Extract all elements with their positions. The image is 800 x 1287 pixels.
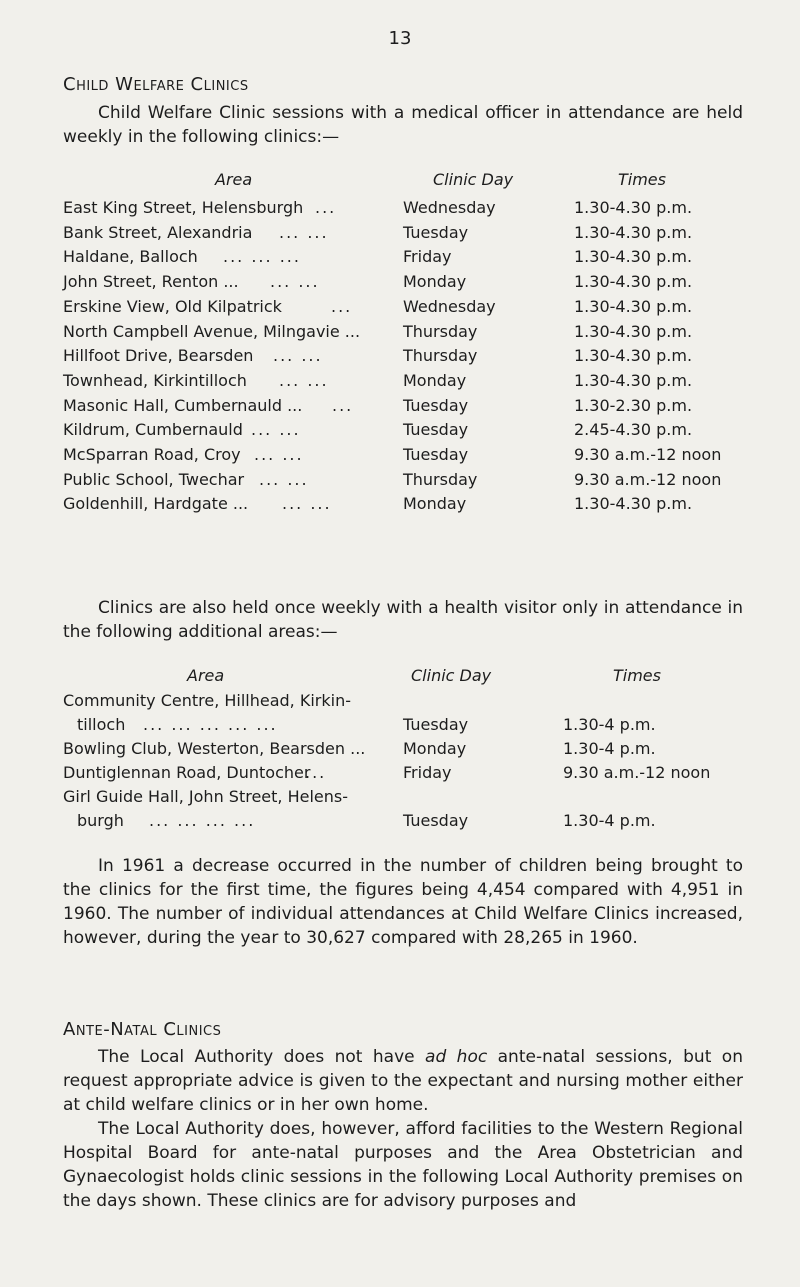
- dot-leaders: ... ... ... ... ...: [143, 715, 278, 734]
- area-cell: Haldane, Balloch: [63, 247, 198, 267]
- times-cell: 1.30-4.30 p.m.: [574, 198, 693, 217]
- table-row: [63, 344, 763, 368]
- intro-paragraph: Child Welfare Clinic sessions with a medical officer in attendance are held weekly in the following clinics:—: [63, 103, 743, 147]
- times-cell: 1.30-4.30 p.m.: [574, 272, 693, 292]
- table-row: [63, 295, 763, 319]
- table-row: [63, 468, 763, 492]
- section-heading-child-welfare: Child Welfare Clinics: [63, 74, 249, 95]
- area-cell: North Campbell Avenue, Milngavie ...: [63, 321, 361, 341]
- times-cell: 1.30-2.30 p.m.: [574, 395, 693, 415]
- area-cell: Townhead, Kirkintilloch: [63, 370, 247, 390]
- table-row: [63, 270, 763, 294]
- dot-leaders: ... ...: [282, 494, 332, 514]
- area-cell: Erskine View, Old Kilpatrick: [63, 296, 282, 316]
- clinic-day-cell: Friday: [403, 763, 452, 782]
- dot-leaders: ... ... ... ...: [149, 811, 256, 830]
- times-cell: 1.30-4.30 p.m.: [574, 494, 693, 514]
- area-cell-line1: Community Centre, Hillhead, Kirkin-: [63, 691, 351, 710]
- dot-leaders: ... ...: [279, 370, 329, 390]
- col-head-area-2: Area: [187, 666, 225, 685]
- clinic-day-cell: Wednesday: [403, 296, 496, 316]
- table-row: [63, 492, 763, 516]
- area-cell: Kildrum, Cumbernauld: [63, 420, 243, 440]
- area-cell: Masonic Hall, Cumbernauld ...: [63, 395, 303, 415]
- times-cell: 1.30-4.30 p.m.: [574, 321, 693, 341]
- table-row: [63, 320, 763, 344]
- clinic-day-cell: Monday: [403, 494, 467, 514]
- times-cell: 1.30-4 p.m.: [563, 811, 656, 830]
- times-cell: 1.30-4.30 p.m.: [574, 296, 693, 316]
- clinic-day-cell: Monday: [403, 370, 467, 390]
- table-row: [63, 394, 763, 418]
- col-head-clinic-day: Clinic Day: [433, 170, 514, 189]
- times-cell: 1.30-4.30 p.m.: [574, 346, 693, 366]
- ante-natal-paragraph-2: The Local Authority does, however, afford facilities to the Western Regional Hospital Board for ante-natal purposes and the Area Obstetrician and Gynaecologist holds clinic sessions in the following Local Authority premises on the days shown. These clinics are for advisory purposes and: [63, 1119, 743, 1211]
- clinic-day-cell: Tuesday: [403, 420, 469, 440]
- clinic-day-cell: Thursday: [403, 469, 478, 489]
- clinic-day-cell: Thursday: [403, 346, 478, 366]
- col-head-times: Times: [618, 170, 666, 189]
- additional-areas-paragraph: Clinics are also held once weekly with a health visitor only in attendance in the following additional areas:—: [63, 598, 743, 642]
- clinic-day-cell: Monday: [403, 739, 467, 758]
- area-cell: McSparran Road, Croy: [63, 445, 241, 464]
- dot-leaders: ... ... ...: [223, 247, 301, 267]
- clinic-day-cell: Tuesday: [403, 222, 469, 242]
- col-head-area: Area: [215, 170, 253, 189]
- table-row: [63, 691, 763, 737]
- dot-leaders: ...: [332, 395, 354, 415]
- dot-leaders: ... ...: [270, 272, 320, 292]
- table-row: [63, 761, 763, 785]
- para1-italic: ad hoc: [425, 1047, 488, 1067]
- times-cell: 2.45-4.30 p.m.: [574, 420, 693, 440]
- area-cell: Duntiglennan Road, Duntocher: [63, 763, 311, 782]
- dot-leaders: ... ...: [254, 445, 304, 464]
- clinic-day-cell: Tuesday: [403, 395, 469, 415]
- times-cell: 9.30 a.m.-12 noon: [574, 469, 722, 489]
- times-cell: 1.30-4 p.m.: [563, 739, 656, 758]
- dot-leaders: ... ...: [251, 420, 301, 440]
- attendance-summary: In 1961 a decrease occurred in the number of children being brought to the clinics for the first time, the figures being 4,454 compared with 4,951 in 1960. The number of individual attendances at Child Welfare Clinics increased, however, during the year to 30,627 compared with 28,265 in 1960.: [63, 856, 743, 948]
- times-cell: 9.30 a.m.-12 noon: [563, 763, 711, 782]
- times-cell: 1.30-4.30 p.m.: [574, 370, 693, 390]
- area-cell: John Street, Renton ...: [63, 272, 239, 292]
- times-cell: 1.30-4.30 p.m.: [574, 222, 693, 242]
- times-cell: 9.30 a.m.-12 noon: [574, 445, 722, 464]
- table-row: [63, 196, 763, 220]
- table-row: [63, 369, 763, 393]
- clinic-day-cell: Tuesday: [403, 811, 469, 830]
- clinic-day-cell: Thursday: [403, 321, 478, 341]
- page-number: 13: [388, 28, 412, 49]
- clinic-day-cell: Tuesday: [403, 715, 469, 734]
- col-head-times-2: Times: [613, 666, 661, 685]
- col-head-clinic-day-2: Clinic Day: [411, 666, 492, 685]
- dot-leaders: ...: [305, 763, 327, 782]
- table-row: [63, 245, 763, 269]
- ante-natal-paragraph-1: [63, 1045, 743, 1117]
- dot-leaders: ... ...: [279, 222, 329, 242]
- area-cell: Hillfoot Drive, Bearsden: [63, 346, 254, 366]
- dot-leaders: ...: [315, 198, 337, 217]
- area-cell: tilloch: [77, 715, 126, 734]
- section-heading-ante-natal: Ante-Natal Clinics: [63, 1019, 222, 1040]
- para1-text-start: The Local Authority does not have: [98, 1047, 426, 1067]
- area-cell-line1: Girl Guide Hall, John Street, Helens-: [63, 787, 348, 806]
- table-row: [63, 787, 763, 833]
- dot-leaders: ... ...: [259, 469, 309, 489]
- clinic-day-cell: Wednesday: [403, 198, 496, 217]
- clinic-day-cell: Friday: [403, 247, 452, 267]
- clinic-day-cell: Tuesday: [403, 445, 469, 464]
- area-cell: Bowling Club, Westerton, Bearsden ...: [63, 739, 366, 758]
- times-cell: 1.30-4 p.m.: [563, 715, 656, 734]
- table-row: [63, 221, 763, 245]
- area-cell: Bank Street, Alexandria: [63, 222, 253, 242]
- table-row: [63, 418, 763, 442]
- times-cell: 1.30-4.30 p.m.: [574, 247, 693, 267]
- area-cell: Public School, Twechar: [63, 469, 245, 489]
- area-cell: burgh: [77, 811, 124, 830]
- dot-leaders: ... ...: [273, 346, 323, 366]
- para1-text-end: ante-natal sessions, but on request appropriate advice is given to the expectant and nursing mother either at child welfare clinics or in her own home.: [63, 1047, 743, 1115]
- area-cell: East King Street, Helensburgh: [63, 198, 304, 217]
- area-cell: Goldenhill, Hardgate ...: [63, 494, 249, 514]
- table-row: [63, 737, 763, 761]
- clinic-day-cell: Monday: [403, 272, 467, 292]
- table-row: [63, 443, 763, 467]
- dot-leaders: ...: [331, 296, 353, 316]
